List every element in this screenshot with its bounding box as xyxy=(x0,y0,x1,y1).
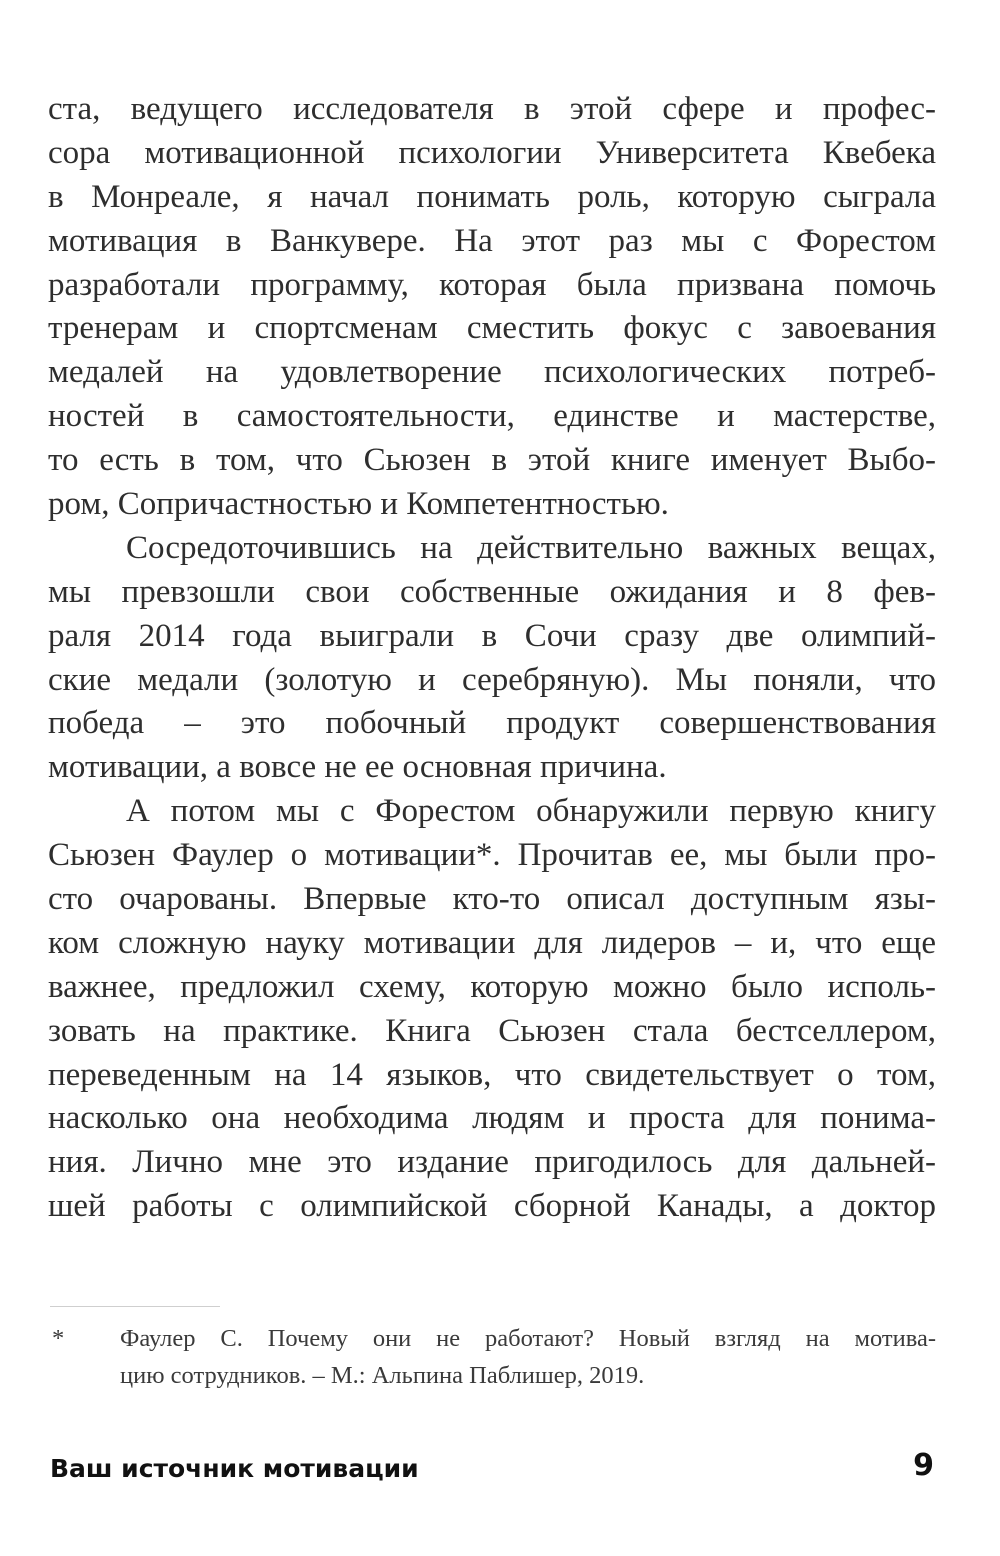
running-title: Ваш источник мотивации xyxy=(50,1454,419,1483)
text-line: раля 2014 года выиграли в Сочи сразу две олимпий- xyxy=(48,617,936,654)
text-line: тренерам и спортсменам сместить фокус с завоевания xyxy=(48,310,936,347)
footnote-line: цию сотрудников. – М.: Альпина Паблишер, 2019. xyxy=(120,1362,645,1389)
footnote-line: Фаулер С. Почему они не работают? Новый взгляд на мотива- xyxy=(120,1325,936,1352)
text-line: зовать на практике. Книга Сьюзен стала бестселлером, xyxy=(48,1012,936,1049)
footnote-marker: * xyxy=(52,1325,65,1352)
paragraph-first-line: А потом мы с Форестом обнаружили первую книгу xyxy=(126,793,936,830)
footnote-text xyxy=(120,1320,936,1394)
text-line: ста, ведущего исследователя в этой сфере и профес- xyxy=(48,91,936,127)
text-line: ностей в самостоятельности, единстве и мастерстве, xyxy=(48,398,936,435)
text-line: в Монреале, я начал понимать роль, которую сыграла xyxy=(48,178,936,215)
text-line: Сьюзен Фаулер о мотивации*. Прочитав ее, мы были про- xyxy=(48,837,936,874)
page-number: 9 xyxy=(913,1448,934,1483)
text-line: мотивация в Ванкувере. На этот раз мы с Форестом xyxy=(48,222,936,259)
text-line: ром, Сопричастностью и Компетентностью. xyxy=(48,486,669,523)
text-line: сто очарованы. Впервые кто-то описал доступным язы- xyxy=(48,881,936,918)
text-line: мы превзошли свои собственные ожидания и 8 фев- xyxy=(48,573,936,610)
footnote-divider xyxy=(50,1306,220,1307)
text-line: переведенным на 14 языков, что свидетельствует о том, xyxy=(48,1056,936,1093)
body-text xyxy=(48,88,936,1229)
text-line: то есть в том, что Сьюзен в этой книге именует Выбо- xyxy=(48,442,936,479)
text-line: победа – это побочный продукт совершенствования xyxy=(48,705,936,742)
text-line: медалей на удовлетворение психологических потреб- xyxy=(48,354,936,391)
text-line: важнее, предложил схему, которую можно было исполь- xyxy=(48,968,936,1005)
text-line: насколько она необходима людям и проста для понима- xyxy=(48,1100,936,1137)
text-line: сора мотивационной психологии Университета Квебека xyxy=(48,134,936,171)
text-line: разработали программу, которая была призвана помочь xyxy=(48,266,936,303)
text-line: шей работы с олимпийской сборной Канады, а доктор xyxy=(48,1188,936,1225)
text-line: мотивации, а вовсе не ее основная причина. xyxy=(48,749,667,786)
paragraph-first-line: Сосредоточившись на действительно важных вещах, xyxy=(126,529,936,566)
text-line: ские медали (золотую и серебряную). Мы поняли, что xyxy=(48,661,936,698)
text-line: ния. Лично мне это издание пригодилось для дальней- xyxy=(48,1144,936,1181)
text-line: ком сложную науку мотивации для лидеров – и, что еще xyxy=(48,924,936,961)
